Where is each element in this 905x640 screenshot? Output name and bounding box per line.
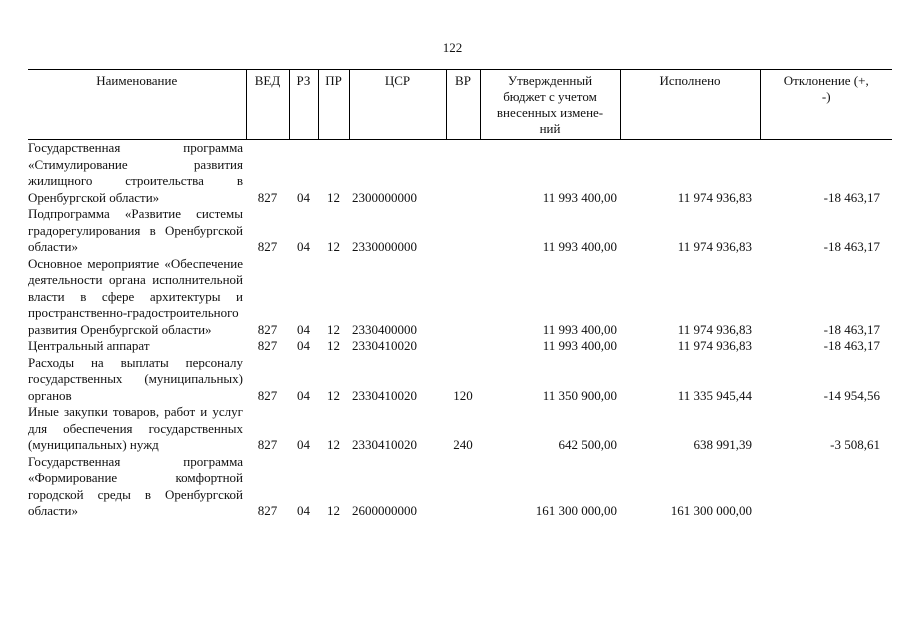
row-executed: 11 974 936,83 <box>677 239 752 254</box>
row-name: Основное мероприятие «Обеспечение деятельности органа исполнительной власти в сфере архитектуры и пространственно-градостроительного развития Оренбургской области» <box>28 255 243 337</box>
row-deviation: -18 463,17 <box>823 338 880 353</box>
row-pr: 12 <box>327 338 340 353</box>
header-vr: ВР <box>446 70 480 140</box>
row-name: Иные закупки товаров, работ и услуг для обеспечения государственных (муниципальных) нужд <box>28 404 243 452</box>
header-rz: РЗ <box>289 70 318 140</box>
row-pr: 12 <box>327 387 340 403</box>
row-rz: 04 <box>297 189 310 205</box>
row-executed: 161 300 000,00 <box>670 503 752 518</box>
row-rz: 04 <box>297 321 310 337</box>
header-csr: ЦСР <box>349 70 446 140</box>
table-row <box>28 454 892 520</box>
row-ved: 827 <box>257 503 278 518</box>
row-vr <box>446 140 480 207</box>
row-name: Государственная программа «Формирование комфортной городской среды в Оренбургской области» <box>28 453 243 518</box>
row-deviation: -3 508,61 <box>830 437 880 452</box>
row-name: Подпрограмма «Развитие системы градорегулирования в Оренбургской области» <box>28 206 243 254</box>
header-deviation: Отклонение (+, -) <box>760 70 892 140</box>
row-vr: 240 <box>453 437 473 452</box>
row-name: Центральный аппарат <box>28 338 150 353</box>
row-ved: 827 <box>257 338 278 353</box>
row-executed: 11 974 936,83 <box>677 189 752 205</box>
row-deviation <box>760 454 892 520</box>
row-approved: 11 350 900,00 <box>542 387 617 403</box>
row-rz: 04 <box>297 503 310 518</box>
row-vr: 120 <box>453 387 473 403</box>
table-row <box>28 256 892 339</box>
row-csr: 2330000000 <box>352 239 417 254</box>
table-row <box>28 404 892 454</box>
row-vr <box>446 256 480 339</box>
row-executed: 11 974 936,83 <box>677 338 752 353</box>
row-approved: 161 300 000,00 <box>535 503 617 518</box>
row-csr: 2330410020 <box>352 437 417 452</box>
row-csr: 2330410020 <box>352 387 417 403</box>
row-pr: 12 <box>327 437 340 452</box>
row-name: Государственная программа «Стимулирование развития жилищного строительства в Оренбургской области» <box>28 140 243 205</box>
row-deviation: -18 463,17 <box>823 321 880 337</box>
header-name: Наименование <box>28 70 246 140</box>
row-ved: 827 <box>257 321 278 337</box>
header-pr: ПР <box>318 70 349 140</box>
table-row <box>28 355 892 405</box>
table-row <box>28 206 892 256</box>
row-executed: 638 991,39 <box>693 437 752 452</box>
row-executed: 11 335 945,44 <box>677 387 752 403</box>
page-number: 122 <box>442 40 463 55</box>
row-deviation: -14 954,56 <box>823 387 880 403</box>
row-deviation: -18 463,17 <box>823 189 880 205</box>
row-deviation: -18 463,17 <box>823 239 880 254</box>
row-approved: 11 993 400,00 <box>542 338 617 353</box>
row-vr <box>446 206 480 256</box>
row-ved: 827 <box>257 437 278 452</box>
row-pr: 12 <box>327 503 340 518</box>
row-ved: 827 <box>257 189 278 205</box>
row-csr: 2300000000 <box>352 189 417 205</box>
header-ved: ВЕД <box>246 70 289 140</box>
row-approved: 11 993 400,00 <box>542 239 617 254</box>
row-csr: 2600000000 <box>352 503 417 518</box>
row-approved: 11 993 400,00 <box>542 189 617 205</box>
row-rz: 04 <box>297 387 310 403</box>
row-pr: 12 <box>327 189 340 205</box>
row-rz: 04 <box>297 239 310 254</box>
budget-table <box>28 69 892 520</box>
header-executed: Исполнено <box>620 70 760 140</box>
row-name: Расходы на выплаты персоналу государственных (муниципальных) органов <box>28 354 243 403</box>
row-pr: 12 <box>327 321 340 337</box>
row-rz: 04 <box>297 338 310 353</box>
row-rz: 04 <box>297 437 310 452</box>
row-vr <box>446 338 480 355</box>
row-csr: 2330410020 <box>352 338 417 353</box>
row-pr: 12 <box>327 239 340 254</box>
row-approved: 11 993 400,00 <box>542 321 617 337</box>
table-row <box>28 338 892 355</box>
row-executed: 11 974 936,83 <box>677 321 752 337</box>
row-approved: 642 500,00 <box>558 437 617 452</box>
header-approved: Утвержденный бюджет с учетом внесенных измене- ний <box>480 70 620 140</box>
table-header-row <box>28 70 892 140</box>
row-csr: 2330400000 <box>352 321 417 337</box>
row-vr <box>446 454 480 520</box>
row-ved: 827 <box>257 387 278 403</box>
row-ved: 827 <box>257 239 278 254</box>
table-row <box>28 140 892 207</box>
